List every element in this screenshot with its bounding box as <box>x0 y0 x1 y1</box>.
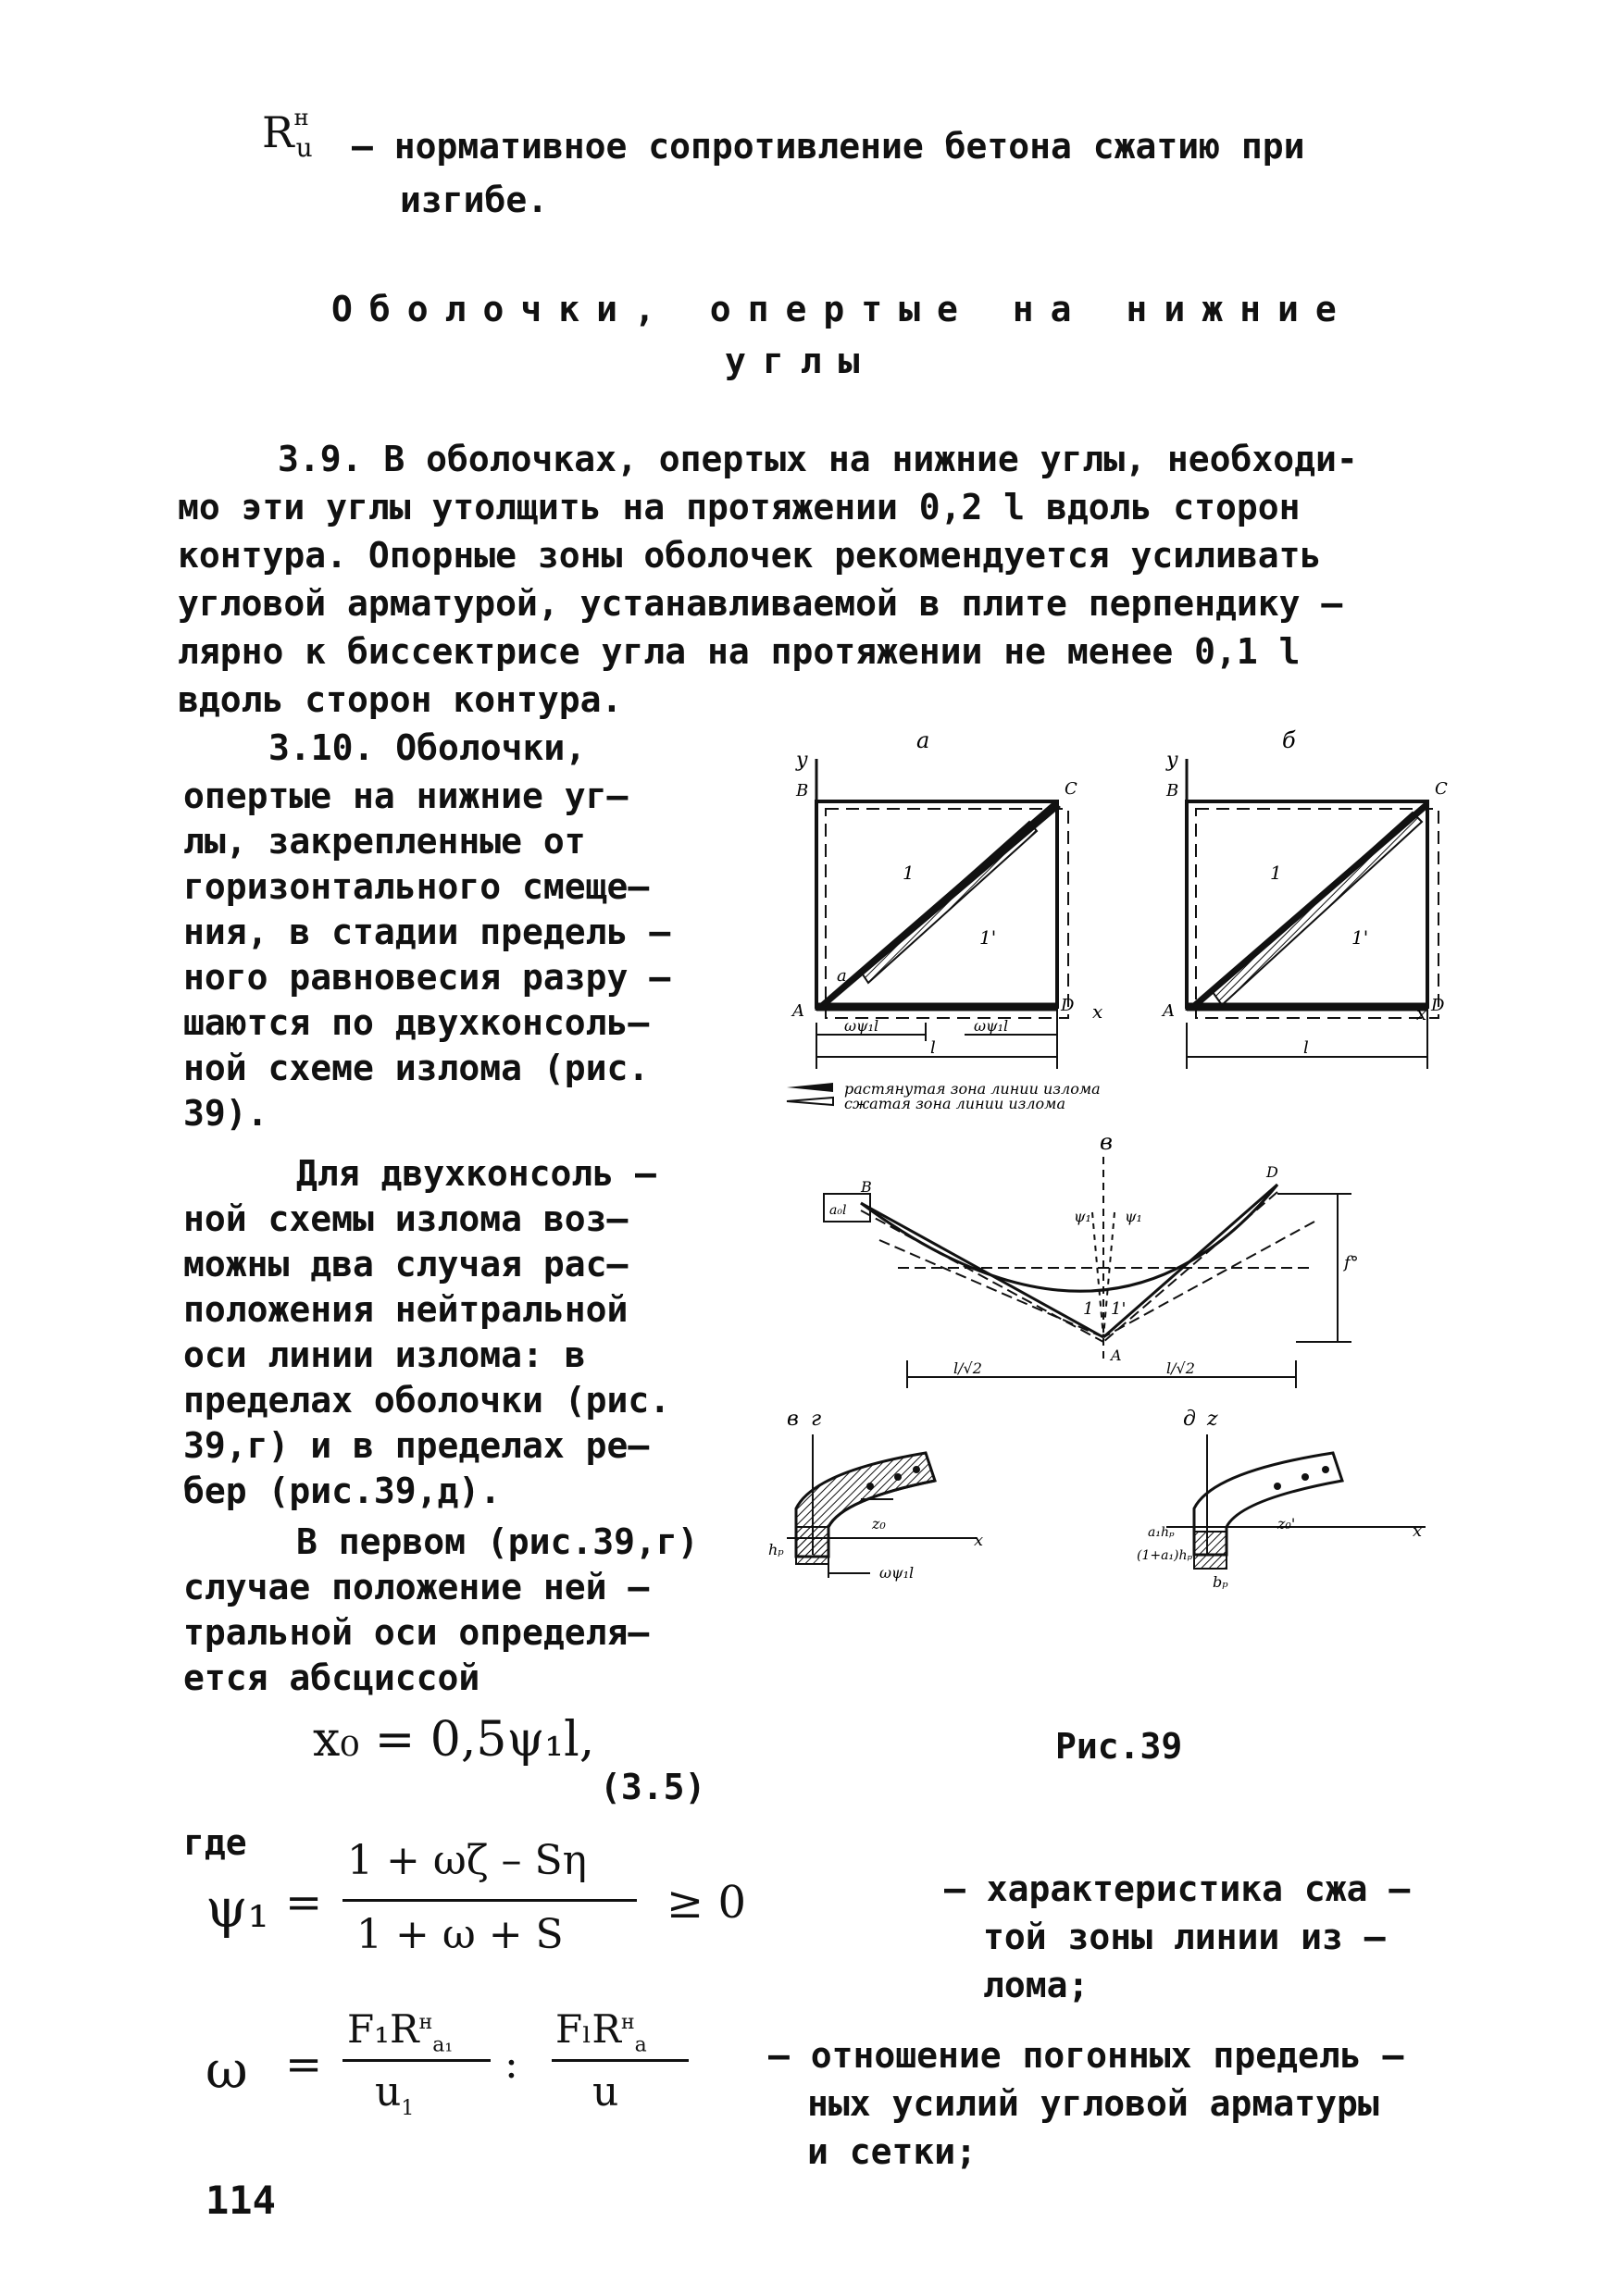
para-3-10-line: 3.10. Оболочки, <box>268 727 587 768</box>
para-3-10-line: шаются по двухконсоль– <box>183 1002 650 1043</box>
svg-text:D: D <box>1061 996 1075 1015</box>
svg-text:z: z <box>1207 1408 1218 1431</box>
panel-a <box>791 749 1102 1069</box>
svg-text:z₀: z₀ <box>872 1515 886 1533</box>
panel-label-v: в <box>1100 1129 1113 1155</box>
svg-text:y: y <box>796 749 808 772</box>
svg-text:bₚ: bₚ <box>1213 1573 1228 1591</box>
para-3-10-line: 39). <box>183 1093 268 1134</box>
omega-equals: = <box>285 2039 323 2091</box>
panel-label-a: а <box>916 727 930 753</box>
para-3-10-line: ного равновесия разру – <box>183 957 671 998</box>
svg-text:A: A <box>792 1001 804 1021</box>
svg-text:1': 1' <box>1351 926 1369 949</box>
svg-text:ωψ₁l: ωψ₁l <box>974 1017 1009 1035</box>
psi-desc-line: лома; <box>983 1965 1090 2005</box>
para-two-cases-line: Для двухконсоль – <box>296 1153 656 1194</box>
svg-text:1: 1 <box>1083 1299 1094 1319</box>
para-first-case-line: В первом (рис.39,г) <box>296 1521 699 1562</box>
definition-line-2: изгибе. <box>400 180 549 220</box>
panel-b <box>1161 749 1448 1069</box>
para-two-cases-line: положения нейтральной <box>183 1289 629 1330</box>
svg-text:1: 1 <box>1270 862 1282 884</box>
para-3-9-line: лярно к биссектрисе угла на протяжении не менее 0,1 l <box>178 631 1301 672</box>
svg-text:1: 1 <box>903 862 915 884</box>
svg-text:A: A <box>1111 1347 1122 1364</box>
svg-text:1': 1' <box>979 926 997 949</box>
r-symbol: $R^н_u$ <box>262 104 313 164</box>
para-3-10-line: лы, закрепленные от <box>183 821 586 862</box>
svg-text:y: y <box>1166 749 1178 772</box>
svg-text:l: l <box>930 1038 936 1058</box>
omega-colon: : <box>504 2041 518 2088</box>
svg-text:C: C <box>1435 779 1448 799</box>
svg-text:l/√2: l/√2 <box>953 1359 982 1377</box>
panel-label-g: г <box>811 1408 822 1431</box>
omega-num1: $F_1R^н_{a_1}$ <box>347 2006 454 2057</box>
svg-text:x: x <box>1413 1521 1423 1541</box>
para-3-10-line: горизонтального смеще– <box>183 866 650 907</box>
legend-compression: сжатая зона линии излома <box>844 1095 1065 1112</box>
para-two-cases-line: ной схемы излома воз– <box>183 1198 629 1239</box>
svg-text:D: D <box>1431 996 1445 1015</box>
omega-lhs: ω <box>205 2041 248 2101</box>
para-first-case-line: ется абсциссой <box>183 1657 480 1698</box>
para-first-case-line: тральной оси определя– <box>183 1612 650 1653</box>
figure-caption: Рис.39 <box>1055 1726 1183 1767</box>
svg-text:z₀': z₀' <box>1277 1515 1296 1533</box>
svg-text:hₚ: hₚ <box>768 1541 784 1558</box>
page-number: 114 <box>205 2178 276 2223</box>
svg-text:a: a <box>837 966 847 986</box>
svg-text:a₀l: a₀l <box>829 1203 847 1218</box>
para-3-10-line: опертые на нижние уг– <box>183 776 629 816</box>
para-3-9-line: 3.9. В оболочках, опертых на нижние углы, необходи- <box>278 439 1358 479</box>
psi-denominator: 1 + ω + S <box>356 1911 564 1958</box>
svg-text:ωψ₁l: ωψ₁l <box>879 1564 915 1582</box>
svg-text:x: x <box>1092 1000 1103 1023</box>
section-title-line-2: углы <box>725 341 877 381</box>
svg-text:f°: f° <box>1344 1253 1359 1272</box>
omega-desc-line: и сетки; <box>807 2131 978 2172</box>
where-label: где <box>183 1822 247 1863</box>
omega-desc-line: – отношение погонных предель – <box>768 2035 1404 2076</box>
svg-text:B: B <box>796 781 809 800</box>
psi-fraction-bar <box>342 1899 637 1902</box>
psi-desc-line: той зоны линии из – <box>983 1917 1386 1957</box>
svg-text:l: l <box>1303 1038 1309 1058</box>
omega-den2: u <box>592 2068 619 2116</box>
svg-text:x: x <box>974 1531 984 1550</box>
para-3-9-line: вдоль сторон контура. <box>178 679 623 720</box>
psi-lhs: ψ₁ <box>205 1877 269 1940</box>
para-3-10-line: ной схеме излома (рис. <box>183 1048 650 1088</box>
psi-equals: = <box>285 1877 323 1929</box>
panel-g <box>768 1408 983 1582</box>
svg-text:D: D <box>1266 1163 1278 1181</box>
formula-number: (3.5) <box>600 1767 706 1807</box>
para-two-cases-line: оси линии излома: в <box>183 1334 586 1375</box>
svg-text:B: B <box>861 1178 872 1196</box>
definition-line-1: – нормативное сопротивление бетона сжатию при <box>352 126 1305 167</box>
svg-text:l/√2: l/√2 <box>1166 1359 1195 1377</box>
para-two-cases-line: бер (рис.39,д). <box>183 1471 502 1511</box>
svg-text:в: в <box>787 1408 799 1431</box>
para-3-9-line: угловой арматурой, устанавливаемой в плите перпендику – <box>178 583 1343 624</box>
omega-den1: $u_1$ <box>375 2068 415 2120</box>
svg-text:a₁hₚ: a₁hₚ <box>1148 1525 1175 1540</box>
svg-text:x: x <box>1416 1002 1427 1024</box>
svg-text:A: A <box>1163 1001 1175 1021</box>
omega-desc-line: ных усилий угловой арматуры <box>807 2083 1379 2124</box>
legend-tension: растянутая зона линии излома <box>844 1080 1101 1098</box>
formula-x0: x₀ = 0,5ψ₁l, <box>313 1712 595 1768</box>
psi-rhs: ≥ 0 <box>666 1877 747 1929</box>
section-title-line-1: Оболочки, опертые на нижние <box>331 289 1353 329</box>
svg-text:ψ₁: ψ₁ <box>1074 1208 1091 1225</box>
para-3-10-line: ния, в стадии предель – <box>183 912 671 952</box>
svg-text:ψ₁: ψ₁ <box>1125 1208 1142 1225</box>
omega-fraction-bar-2 <box>552 2059 689 2062</box>
para-first-case-line: случае положение ней – <box>183 1567 650 1607</box>
svg-text:(1+a₁)hₚ: (1+a₁)hₚ <box>1137 1548 1193 1563</box>
omega-num2: FₗR$^н_a$ <box>555 2006 647 2057</box>
para-two-cases-line: 39,г) и в пределах ре– <box>183 1425 650 1466</box>
panel-v <box>824 1157 1359 1388</box>
panel-d <box>1137 1408 1426 1591</box>
svg-text:ωψ₁l: ωψ₁l <box>844 1017 879 1035</box>
figure-39 <box>759 722 1448 1684</box>
para-two-cases-line: можны два случая рас– <box>183 1244 629 1285</box>
legend <box>787 1080 1101 1112</box>
svg-text:1': 1' <box>1111 1299 1127 1319</box>
para-3-9-line: контура. Опорные зоны оболочек рекомендуется усиливать <box>178 535 1322 576</box>
para-two-cases-line: пределах оболочки (рис. <box>183 1380 671 1421</box>
para-3-9-line: мо эти углы утолщить на протяжении 0,2 l вдоль сторон <box>178 487 1301 527</box>
omega-fraction-bar-1 <box>342 2059 491 2062</box>
svg-text:C: C <box>1065 779 1077 799</box>
psi-desc-line: – характеристика сжа – <box>944 1868 1411 1909</box>
psi-numerator: 1 + ωζ – Sη <box>347 1837 588 1884</box>
panel-label-b: б <box>1282 727 1296 753</box>
svg-text:B: B <box>1166 781 1179 800</box>
panel-label-d: д <box>1183 1408 1196 1431</box>
